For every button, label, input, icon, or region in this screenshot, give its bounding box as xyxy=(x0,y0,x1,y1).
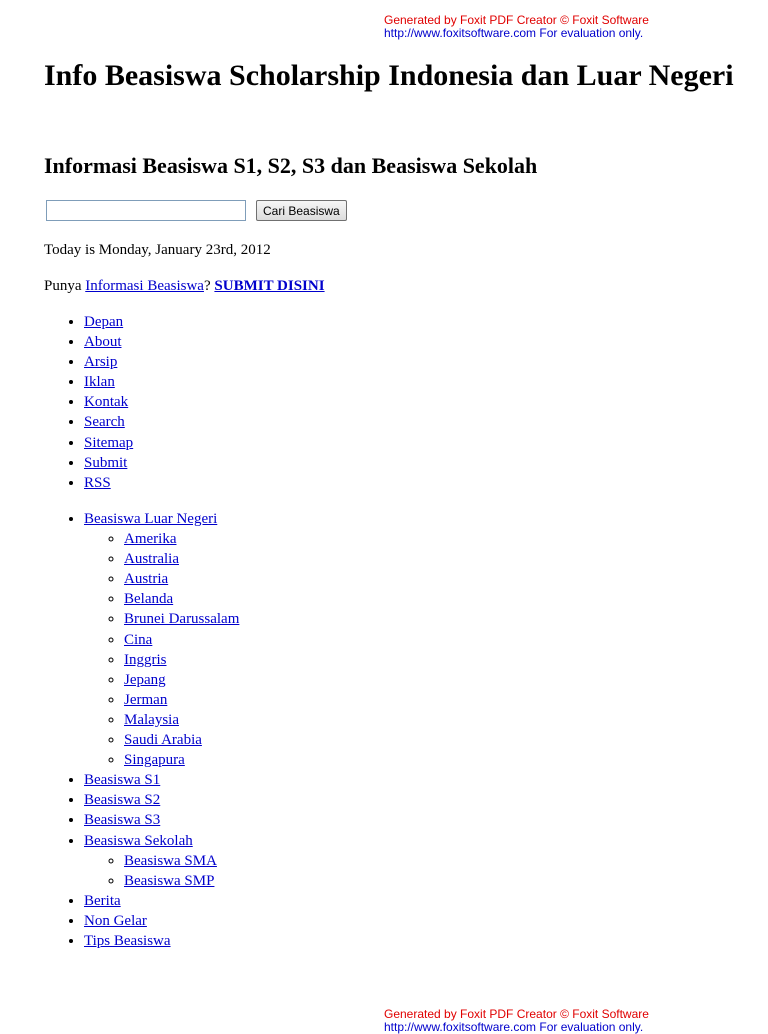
subcategory-item-austria xyxy=(124,569,239,589)
submit-line xyxy=(44,277,325,295)
subcategory-item-beasiswa-smp xyxy=(124,871,239,891)
nav-item-rss xyxy=(84,473,133,493)
foxit-watermark-bottom xyxy=(384,1008,649,1034)
subcategory-item-cina-link[interactable]: Cina xyxy=(124,631,153,648)
nav-item-depan-link[interactable]: Depan xyxy=(84,314,124,330)
subcategory-item-saudi-arabia xyxy=(124,730,239,750)
subcategory-item-jerman-link[interactable]: Jerman xyxy=(124,691,168,708)
subcategory-item-malaysia-link[interactable]: Malaysia xyxy=(124,711,179,728)
category-item-beasiswa-luar-negeri xyxy=(84,509,239,770)
subcategory-item-australia xyxy=(124,549,239,569)
submit-question-mark: ? xyxy=(203,278,215,294)
nav-item-depan xyxy=(84,312,133,332)
subcategory-item-brunei-darussalam-link[interactable]: Brunei Darussalam xyxy=(124,611,240,628)
category-item-beasiswa-s2-link[interactable]: Beasiswa S2 xyxy=(84,792,161,809)
subcategory-item-inggris xyxy=(124,650,239,670)
category-item-beasiswa-s1 xyxy=(84,770,239,790)
search-button[interactable]: Cari Beasiswa xyxy=(256,200,347,221)
nav-item-sitemap-link[interactable]: Sitemap xyxy=(84,434,134,451)
subcategory-item-beasiswa-smp-link[interactable]: Beasiswa SMP xyxy=(124,872,215,889)
nav-item-kontak-link[interactable]: Kontak xyxy=(84,394,129,411)
date-text: Today is Monday, January 23rd, 2012 xyxy=(44,242,271,258)
category-item-beasiswa-s3 xyxy=(84,810,239,830)
category-item-non-gelar-link[interactable]: Non Gelar xyxy=(84,912,147,929)
category-item-berita xyxy=(84,891,239,911)
watermark-bottom-line-2: http://www.foxitsoftware.com For evaluation only. xyxy=(384,1020,644,1034)
subcategory-item-beasiswa-sma-link[interactable]: Beasiswa SMA xyxy=(124,852,217,869)
subcategory-item-saudi-arabia-link[interactable]: Saudi Arabia xyxy=(124,732,202,749)
subcategory-item-singapura-link[interactable]: Singapura xyxy=(124,752,185,769)
category-item-beasiswa-s3-link[interactable]: Beasiswa S3 xyxy=(84,812,161,829)
subcategory-item-amerika xyxy=(124,529,239,549)
subcategory-list xyxy=(84,851,239,891)
subcategory-item-jepang-link[interactable]: Jepang xyxy=(124,671,166,688)
category-item-beasiswa-s1-link[interactable]: Beasiswa S1 xyxy=(84,772,161,789)
category-item-beasiswa-sekolah xyxy=(84,831,239,891)
nav-item-submit xyxy=(84,453,133,473)
subcategory-item-inggris-link[interactable]: Inggris xyxy=(124,651,167,668)
nav-item-rss-link[interactable]: RSS xyxy=(84,474,111,491)
category-item-berita-link[interactable]: Berita xyxy=(84,892,121,909)
search-form xyxy=(46,200,347,221)
subcategory-item-singapura xyxy=(124,750,239,770)
nav-item-about-link[interactable]: About xyxy=(84,334,122,351)
category-item-beasiswa-s2 xyxy=(84,790,239,810)
search-input[interactable] xyxy=(46,200,246,221)
category-item-tips-beasiswa xyxy=(84,931,239,951)
watermark-bottom-line-1: Generated by Foxit PDF Creator © Foxit Software xyxy=(384,1007,649,1021)
category-menu xyxy=(44,509,239,951)
nav-item-arsip xyxy=(84,352,133,372)
nav-item-iklan xyxy=(84,372,133,392)
submit-disini-link[interactable]: SUBMIT DISINI xyxy=(214,278,325,294)
subcategory-item-jepang xyxy=(124,670,239,690)
nav-item-search xyxy=(84,412,133,432)
subcategory-item-malaysia xyxy=(124,710,239,730)
category-item-tips-beasiswa-link[interactable]: Tips Beasiswa xyxy=(84,932,171,949)
watermark-line-2: http://www.foxitsoftware.com For evaluation only. xyxy=(384,26,644,40)
site-tagline: Informasi Beasiswa S1, S2, S3 dan Beasiswa Sekolah xyxy=(44,153,538,178)
nav-item-iklan-link[interactable]: Iklan xyxy=(84,374,115,391)
nav-menu xyxy=(44,312,133,493)
category-item-beasiswa-luar-negeri-link[interactable]: Beasiswa Luar Negeri xyxy=(84,511,218,527)
subcategory-item-amerika-link[interactable]: Amerika xyxy=(124,531,177,548)
subcategory-item-austria-link[interactable]: Austria xyxy=(124,571,169,588)
nav-item-sitemap xyxy=(84,433,133,453)
nav-item-about xyxy=(84,332,133,352)
subcategory-item-belanda-link[interactable]: Belanda xyxy=(124,591,174,608)
nav-item-kontak xyxy=(84,392,133,412)
subcategory-item-brunei-darussalam xyxy=(124,609,239,629)
nav-item-arsip-link[interactable]: Arsip xyxy=(84,354,118,371)
nav-item-search-link[interactable]: Search xyxy=(84,414,125,431)
subcategory-item-belanda xyxy=(124,589,239,609)
nav-item-submit-link[interactable]: Submit xyxy=(84,454,128,471)
submit-prefix: Punya xyxy=(44,278,86,294)
foxit-watermark-top xyxy=(384,14,649,40)
subcategory-item-cina xyxy=(124,630,239,650)
subcategory-item-jerman xyxy=(124,690,239,710)
info-beasiswa-link[interactable]: Informasi Beasiswa xyxy=(85,278,204,294)
category-item-beasiswa-sekolah-link[interactable]: Beasiswa Sekolah xyxy=(84,832,193,849)
category-item-non-gelar xyxy=(84,911,239,931)
subcategory-list xyxy=(84,529,239,770)
site-title: Info Beasiswa Scholarship Indonesia dan Luar Negeri xyxy=(44,59,734,92)
subcategory-item-australia-link[interactable]: Australia xyxy=(124,551,179,568)
watermark-line-1: Generated by Foxit PDF Creator © Foxit Software xyxy=(384,13,649,27)
subcategory-item-beasiswa-sma xyxy=(124,851,239,871)
